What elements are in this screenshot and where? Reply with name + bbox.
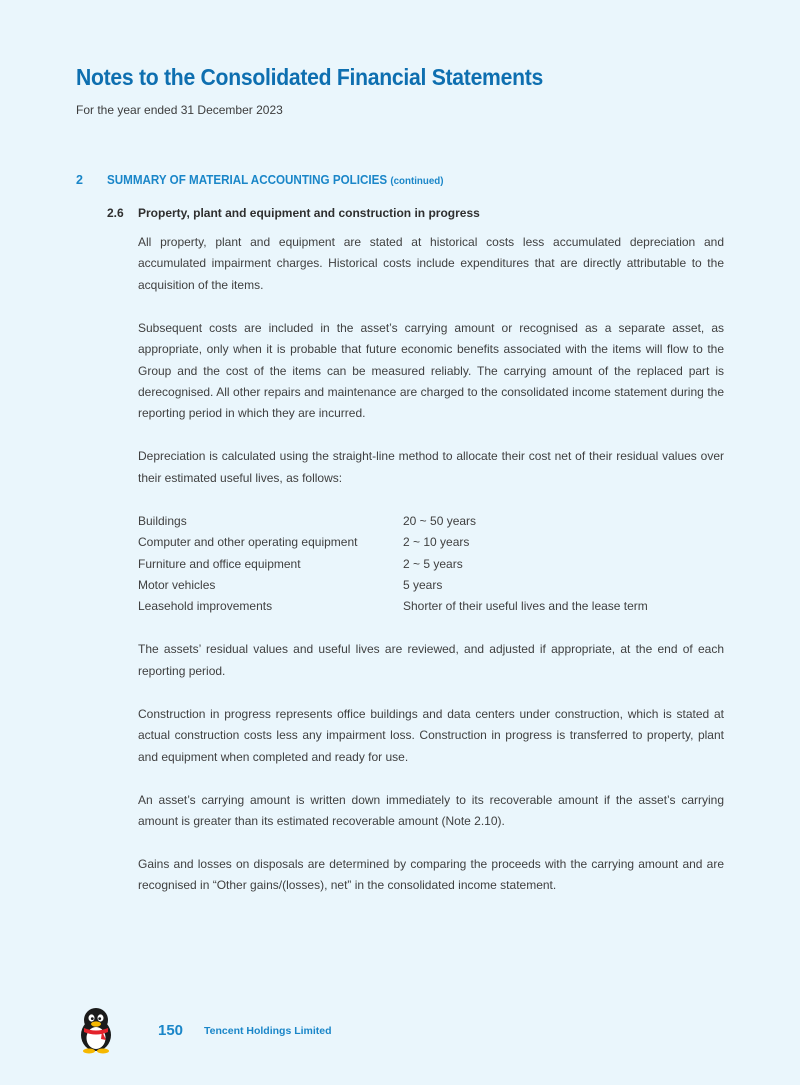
policy-body xyxy=(138,232,724,918)
useful-life: 2 ~ 5 years xyxy=(403,556,463,571)
useful-life: 20 ~ 50 years xyxy=(403,513,477,528)
paragraph: All property, plant and equipment are stated at historical costs less accumulated depreciation and accumulated impairment charges. Historical costs include expenditures that are directly attributable to the acquisition of the items. xyxy=(138,235,724,292)
paragraph: The assets’ residual values and useful lives are reviewed, and adjusted if appropriate, at the end of each reporting period. xyxy=(138,642,724,678)
useful-lives-row xyxy=(138,596,724,617)
asset-category: Motor vehicles xyxy=(138,578,216,593)
section-continued: (continued) xyxy=(390,175,444,187)
paragraph: Subsequent costs are included in the asset’s carrying amount or recognised as a separate asset, as appropriate, only when it is probable that future economic benefits associated with the items will flow to the Group and the cost of the items can be measured reliably. The carrying amount of the replaced part is derecognised. All other repairs and maintenance are charged to the consolidated income statement during the reporting period in which they are incurred. xyxy=(138,320,724,421)
useful-lives-row xyxy=(138,575,724,596)
paragraph: Construction in progress represents office buildings and data centers under construction, which is stated at actual construction costs less any impairment loss. Construction in progress is transferred to property, plant and equipment when completed and ready for use. xyxy=(138,706,724,764)
asset-category: Leasehold improvements xyxy=(138,599,273,614)
useful-life: 2 ~ 10 years xyxy=(403,535,470,550)
subsection-title: Property, plant and equipment and construction in progress xyxy=(138,206,480,220)
company-name: Tencent Holdings Limited xyxy=(204,1025,332,1037)
penguin-mascot-icon xyxy=(76,1006,116,1054)
section-title xyxy=(107,173,443,187)
paragraph: Depreciation is calculated using the straight-line method to allocate their cost net of their residual values over their estimated useful lives, as follows: xyxy=(138,449,724,485)
useful-lives-row xyxy=(138,532,724,553)
useful-lives-table xyxy=(138,511,724,618)
section-number: 2 xyxy=(76,173,83,187)
asset-category: Computer and other operating equipment xyxy=(138,535,358,550)
paragraph: Gains and losses on disposals are determined by comparing the proceeds with the carrying amount and are recognised in “Other gains/(losses), net” in the consolidated income statement. xyxy=(138,857,724,893)
useful-life: 5 years xyxy=(403,578,443,593)
page-number: 150 xyxy=(158,1022,184,1039)
asset-category: Buildings xyxy=(138,513,187,528)
useful-lives-row xyxy=(138,511,724,532)
paragraph: An asset’s carrying amount is written down immediately to its recoverable amount if the asset’s carrying amount is greater than its estimated recoverable amount (Note 2.10). xyxy=(138,792,724,829)
section-heading xyxy=(76,173,469,187)
subsection-heading xyxy=(107,206,480,220)
section-title-text: SUMMARY OF MATERIAL ACCOUNTING POLICIES xyxy=(107,173,388,187)
page-subtitle: For the year ended 31 December 2023 xyxy=(76,103,283,117)
useful-life: Shorter of their useful lives and the lease term xyxy=(403,599,648,614)
subsection-number: 2.6 xyxy=(107,206,124,220)
useful-lives-row xyxy=(138,554,724,575)
asset-category: Furniture and office equipment xyxy=(138,556,301,571)
page-title: Notes to the Consolidated Financial Statements xyxy=(76,64,544,90)
